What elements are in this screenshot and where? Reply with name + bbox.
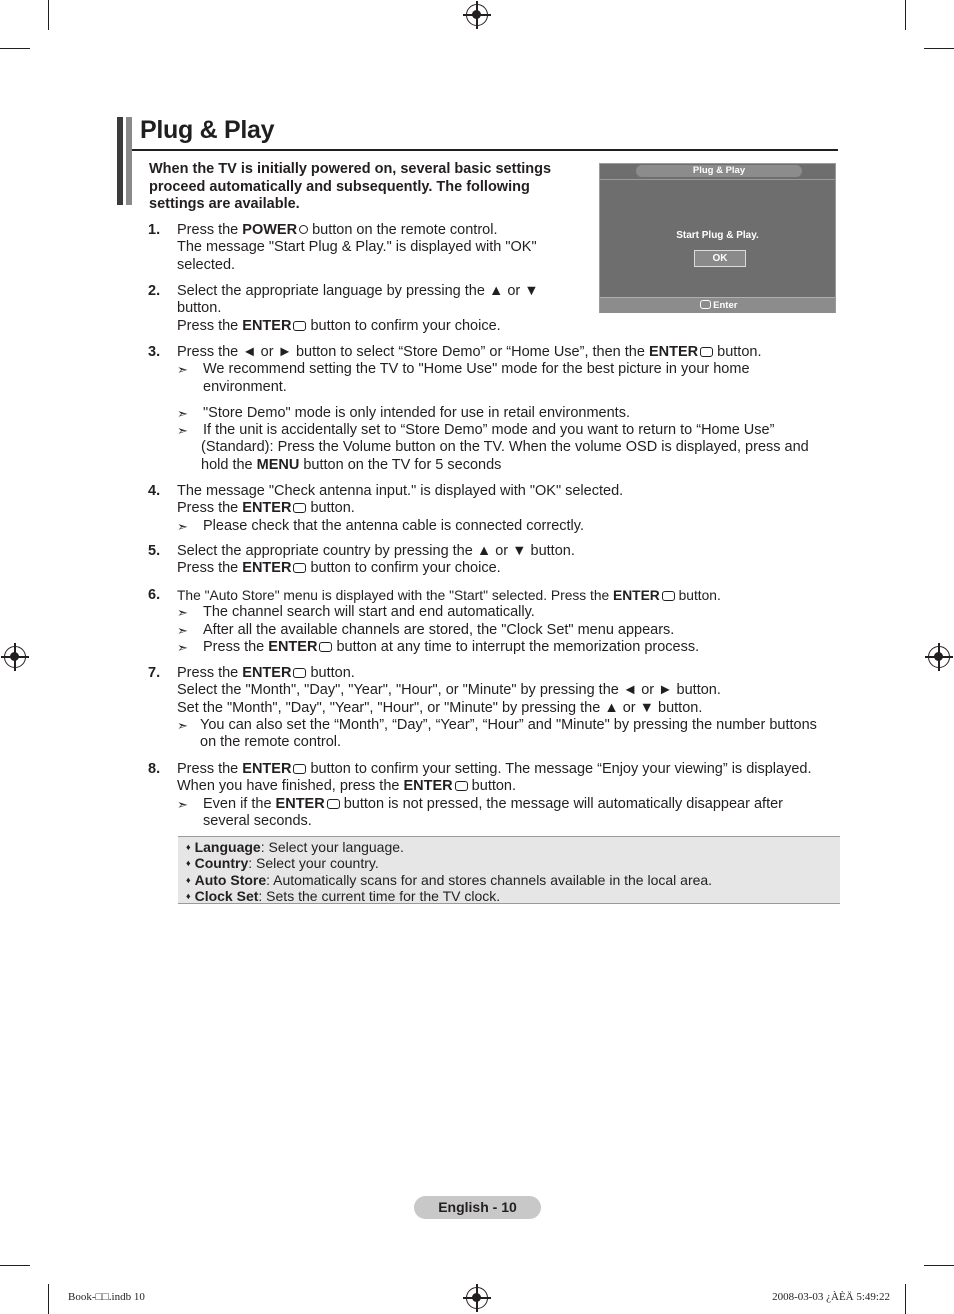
step-text: Set the "Month", "Day", "Year", "Hour", or "Minute" by pressing the ▲ or ▼ button.: [177, 699, 703, 716]
osd-header: Plug & Play: [636, 165, 802, 177]
step-text: Select the appropriate language by pressing the ▲ or ▼: [177, 283, 539, 299]
osd-footer-label: Enter: [713, 300, 738, 311]
step-note: [177, 604, 721, 621]
note-text: "Store Demo" mode is only intended for use in retail environments.: [203, 404, 630, 421]
note-arrow-icon: ➣: [177, 639, 188, 655]
step-number: 3.: [148, 344, 161, 360]
summary-desc: : Automatically scans for and stores channels available in the local area.: [266, 872, 713, 888]
step-text: The message "Start Plug & Play." is displayed with "OK": [177, 239, 537, 256]
enter-icon: [293, 503, 306, 513]
step-note: [177, 361, 809, 396]
step-text: button.: [674, 588, 721, 603]
step-text: Press the ◄ or ► button to select “Store Demo” or “Home Use”, then the: [177, 344, 649, 360]
summary-desc: : Select your country.: [248, 855, 379, 871]
step-text: button.: [306, 665, 355, 681]
note-text: button at any time to interrupt the memorization process.: [332, 638, 700, 655]
step-text: button.: [177, 300, 222, 317]
note-text: Even if the: [203, 795, 276, 812]
step-text: Press the: [177, 500, 243, 517]
enter-label: ENTER: [242, 500, 292, 517]
menu-label: MENU: [256, 456, 300, 473]
step-number: 7.: [148, 665, 161, 681]
footer-timestamp: 2008-03-03 ¿ÀÈÄ 5:49:22: [772, 1291, 890, 1303]
step-text: button to confirm your choice.: [306, 317, 501, 334]
step-number: 6.: [148, 587, 161, 603]
step-text: Select the appropriate country by pressing the ▲ or ▼ button.: [177, 543, 575, 559]
enter-icon: [293, 764, 306, 774]
enter-icon: [700, 300, 711, 309]
diamond-bullet-icon: ♦: [186, 858, 191, 868]
note-text: environment.: [203, 378, 287, 395]
enter-label: ENTER: [242, 317, 292, 334]
page-title: Plug & Play: [140, 116, 275, 144]
step-text: Press the: [177, 761, 243, 777]
step-text: Press the: [177, 317, 243, 334]
power-icon: [299, 225, 308, 234]
step-text: button.: [467, 778, 517, 795]
enter-label: ENTER: [242, 761, 292, 777]
step-note: [177, 639, 721, 656]
power-label: POWER: [242, 222, 298, 238]
note-arrow-icon: ➣: [177, 605, 188, 621]
crop-mark: [0, 1265, 30, 1266]
enter-icon: [327, 799, 340, 809]
note-arrow-icon: ➣: [177, 362, 188, 378]
summary-box: [178, 836, 840, 904]
note-text: on the remote control.: [200, 734, 342, 751]
crop-mark: [905, 0, 906, 30]
step-text: selected.: [177, 256, 236, 273]
registration-mark-icon: [466, 4, 488, 26]
summary-item: [186, 855, 379, 873]
step-note: [177, 717, 817, 752]
step-number: 2.: [148, 283, 161, 299]
note-arrow-icon: ➣: [177, 518, 188, 534]
step-note: [177, 796, 812, 831]
osd-screen: [599, 163, 836, 313]
summary-desc: : Select your language.: [260, 839, 404, 855]
enter-icon: [455, 781, 468, 791]
step-number: 8.: [148, 761, 161, 777]
title-rule: [132, 149, 838, 151]
crop-mark: [905, 1284, 906, 1314]
note-text: several seconds.: [203, 812, 312, 829]
step-note: [177, 518, 623, 535]
step-number: 5.: [148, 543, 161, 559]
title-accent-bar: [126, 117, 132, 205]
enter-label: ENTER: [242, 560, 292, 577]
osd-divider: [600, 179, 835, 180]
enter-icon: [293, 321, 306, 331]
note-text: Please check that the antenna cable is connected correctly.: [203, 517, 584, 534]
enter-label: ENTER: [268, 638, 318, 655]
enter-label: ENTER: [275, 795, 325, 812]
summary-item: [186, 888, 500, 906]
title-accent-bar: [117, 117, 123, 205]
step-text: The message "Check antenna input." is displayed with "OK" selected.: [177, 483, 624, 499]
note-arrow-icon: ➣: [177, 717, 188, 733]
enter-label: ENTER: [613, 588, 660, 603]
step-text: When you have finished, press the: [177, 778, 404, 795]
diamond-bullet-icon: ♦: [186, 842, 191, 852]
step-text: button.: [306, 500, 355, 517]
step-text: button to confirm your choice.: [306, 560, 501, 577]
note-arrow-icon: ➣: [177, 796, 188, 812]
registration-mark-icon: [466, 1287, 488, 1309]
intro-text: When the TV is initially powered on, several basic settings proceed automatically and subsequently. The following settings are available.: [149, 161, 552, 212]
step-text: button on the remote control.: [308, 222, 498, 238]
osd-ok-button: OK: [694, 250, 746, 267]
note-text: After all the available channels are stored, the "Clock Set" menu appears.: [203, 621, 675, 638]
step-text: button to confirm your setting. The message “Enjoy your viewing” is displayed.: [306, 761, 812, 777]
note-text: We recommend setting the TV to "Home Use" mode for the best picture in your home: [203, 361, 750, 378]
note-text: If the unit is accidentally set to “Store Demo” mode and you want to return to “Home Use”: [203, 422, 775, 439]
note-arrow-icon: ➣: [177, 622, 188, 638]
crop-mark: [48, 0, 49, 30]
diamond-bullet-icon: ♦: [186, 875, 191, 885]
enter-icon: [319, 642, 332, 652]
enter-icon: [700, 347, 713, 357]
registration-mark-icon: [4, 646, 26, 668]
summary-term: Country: [194, 855, 249, 871]
summary-desc: : Sets the current time for the TV clock.: [258, 888, 501, 904]
step-text: button.: [713, 344, 762, 360]
crop-mark: [0, 48, 30, 49]
note-text: button is not pressed, the message will automatically disappear after: [339, 795, 783, 812]
crop-mark: [48, 1284, 49, 1314]
step-number: 4.: [148, 483, 161, 499]
step-text: Press the: [177, 222, 243, 238]
crop-mark: [924, 48, 954, 49]
note-text: You can also set the “Month”, “Day”, “Year”, “Hour” and "Minute" by pressing the number buttons: [200, 716, 817, 733]
enter-icon: [293, 668, 306, 678]
summary-term: Language: [194, 839, 261, 855]
osd-message: Start Plug & Play.: [676, 230, 759, 241]
enter-label: ENTER: [403, 778, 453, 795]
enter-label: ENTER: [242, 665, 292, 681]
note-text: The channel search will start and end automatically.: [203, 604, 535, 621]
step-text: Select the "Month", "Day", "Year", "Hour", or "Minute" by pressing the ◄ or ► button.: [177, 682, 721, 699]
diamond-bullet-icon: ♦: [186, 891, 191, 901]
footer-file-info: Book-□□.indb 10: [68, 1291, 145, 1303]
note-arrow-icon: ➣: [177, 405, 188, 421]
step-note: [177, 622, 721, 639]
summary-term: Clock Set: [194, 888, 259, 904]
registration-mark-icon: [928, 646, 950, 668]
note-arrow-icon: ➣: [177, 423, 188, 439]
note-text: hold the: [201, 456, 257, 473]
note-text: Press the: [203, 638, 269, 655]
step-text: The "Auto Store" menu is displayed with the "Start" selected. Press the: [177, 588, 614, 603]
enter-label: ENTER: [648, 344, 699, 360]
osd-footer: [600, 297, 835, 313]
note-text: button on the TV for 5 seconds: [299, 456, 502, 473]
summary-term: Auto Store: [194, 872, 267, 888]
step-note: [177, 405, 809, 422]
step-text: Press the: [177, 560, 243, 577]
page-number-badge: English - 10: [414, 1196, 541, 1219]
crop-mark: [924, 1265, 954, 1266]
step-number: 1.: [148, 222, 161, 238]
note-text: (Standard): Press the Volume button on the TV. When the volume OSD is displayed, press and: [201, 439, 809, 456]
step-text: Press the: [177, 665, 243, 681]
enter-icon: [293, 563, 306, 573]
enter-icon: [662, 591, 675, 601]
step-note: [177, 422, 809, 439]
